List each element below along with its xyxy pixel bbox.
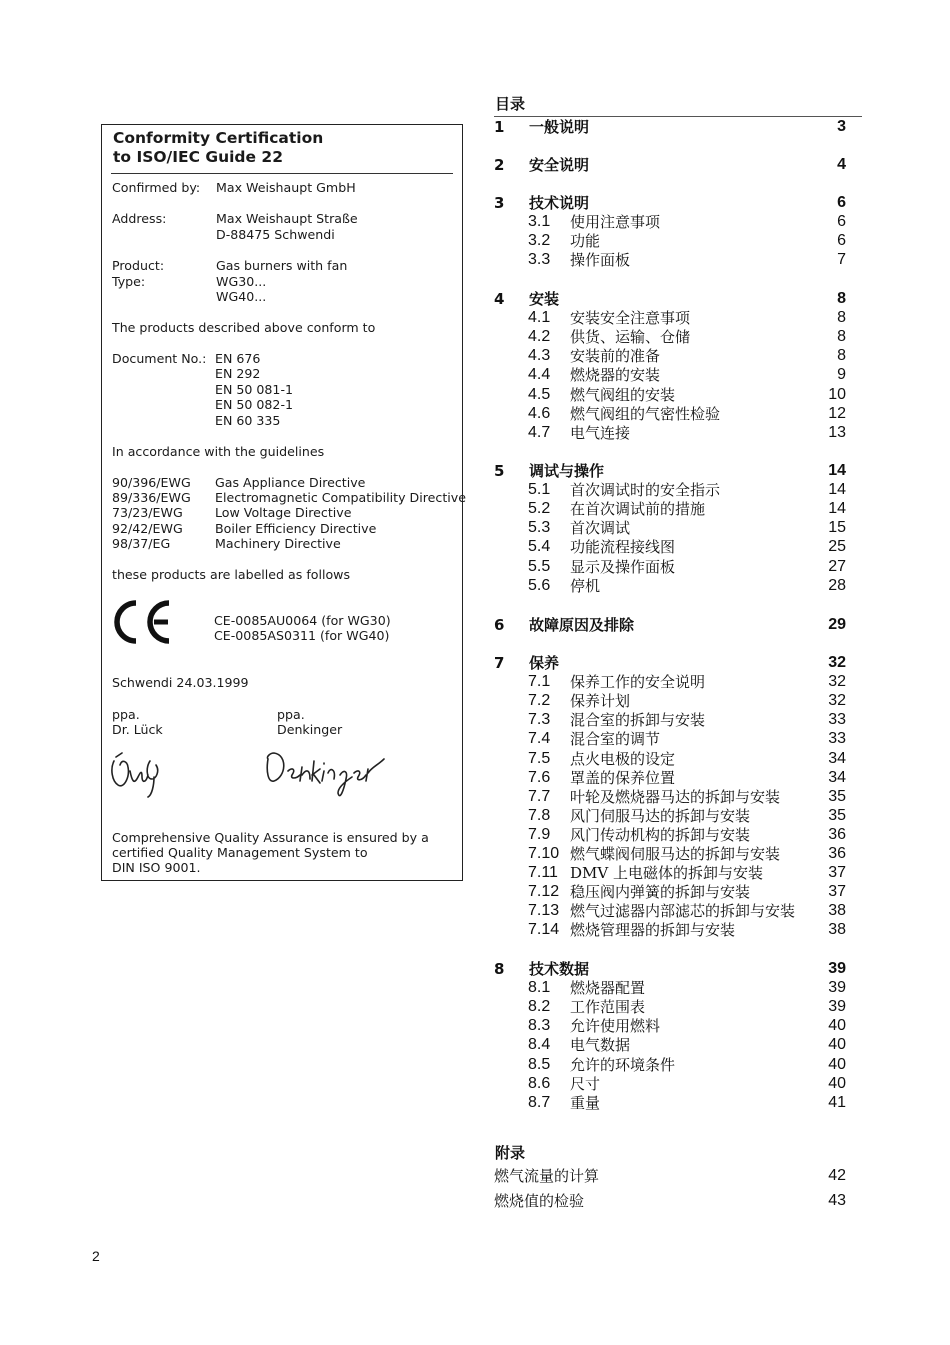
toc-section-row[interactable]: [494, 346, 846, 366]
toc-section-row[interactable]: [494, 787, 846, 807]
toc-entry-number: 4.3: [528, 347, 551, 365]
conformity-certificate: [101, 124, 466, 881]
toc-entry-page: 39: [828, 979, 846, 997]
toc-entry-title: 风门伺服马达的拆卸与安装: [570, 806, 751, 825]
toc-entry-title: 技术数据: [529, 960, 590, 978]
toc-entry-number: 7.5: [528, 749, 551, 767]
appendix-entry-title: 燃烧值的检验: [494, 1192, 585, 1210]
toc-chapter-row[interactable]: [494, 193, 846, 213]
toc-section-row[interactable]: [494, 710, 846, 730]
ce-code-wg30: CE-0085AU0064 (for WG30): [214, 613, 391, 628]
toc-chapter-row[interactable]: [494, 615, 846, 635]
toc-entry-page: 35: [828, 806, 846, 824]
directive-name: Low Voltage Directive: [215, 505, 352, 520]
toc-entry-title: 功能: [570, 232, 601, 251]
address-label: Address:: [112, 211, 167, 226]
toc-entry-title: 技术说明: [529, 194, 590, 212]
toc-entry-number: 5: [494, 462, 505, 480]
toc-heading: 目录: [495, 95, 526, 113]
toc-section-row[interactable]: [494, 518, 846, 538]
toc-entry-number: 8.1: [528, 979, 551, 997]
toc-entry-title: 停机: [570, 576, 601, 595]
product-label: Product:: [112, 258, 165, 273]
toc-entry-title: 尺寸: [570, 1074, 601, 1093]
address-line2: D-88475 Schwendi: [216, 227, 335, 242]
toc-entry-number: 5.3: [528, 519, 551, 537]
toc-entry-number: 7.3: [528, 711, 551, 729]
toc-entry-page: 28: [828, 576, 846, 594]
toc-section-row[interactable]: [494, 901, 846, 921]
toc-entry-title: 工作范围表: [570, 998, 646, 1017]
toc-entry-number: 7.12: [528, 883, 560, 901]
toc-entry-number: 7.8: [528, 806, 551, 824]
confirmed-by-value: Max Weishaupt GmbH: [216, 180, 356, 195]
document-number: EN 292: [215, 366, 261, 381]
toc-entry-title: 保养工作的安全说明: [570, 673, 706, 692]
signature-denkinger-icon: [262, 745, 392, 805]
toc-entry-number: 3.1: [528, 213, 551, 231]
toc-entry-number: 2: [494, 156, 505, 174]
toc-entry-number: 4: [494, 290, 505, 308]
toc-entry-title: 燃气阀组的安装: [570, 385, 676, 404]
toc-section-row[interactable]: [494, 863, 846, 883]
appendix-heading: 附录: [495, 1144, 526, 1162]
directive-name: Boiler Efficiency Directive: [215, 521, 377, 536]
toc-section-row[interactable]: [494, 308, 846, 328]
toc-entry-page: 32: [828, 692, 846, 710]
toc-entry-page: 36: [828, 825, 846, 843]
toc-section-row[interactable]: [494, 978, 846, 998]
signature-luck-icon: [108, 747, 168, 803]
toc-chapter-row[interactable]: [494, 959, 846, 979]
directive-name: Gas Appliance Directive: [215, 475, 366, 490]
toc-entry-page: 41: [828, 1093, 846, 1111]
toc-entry-number: 4.6: [528, 404, 551, 422]
toc-entry-title: 混合室的调节: [570, 730, 661, 749]
toc-entry-page: 34: [828, 749, 846, 767]
toc-entry-title: 重量: [570, 1093, 601, 1112]
directive-code: 89/336/EWG: [112, 490, 191, 505]
appendix-entry-title: 燃气流量的计算: [494, 1167, 600, 1185]
directive-name: Machinery Directive: [215, 536, 341, 551]
toc-entry-title: 一般说明: [529, 118, 590, 136]
quality-line1: Comprehensive Quality Assurance is ensured by a: [112, 830, 429, 845]
toc-entry-title: 保养: [529, 654, 560, 672]
document-label: Document No.:: [112, 351, 207, 366]
toc-entry-number: 7.11: [528, 864, 558, 882]
toc-entry-number: 4.5: [528, 385, 551, 403]
toc-section-row[interactable]: [494, 806, 846, 826]
directive-name: Electromagnetic Compatibility Directive: [215, 490, 466, 505]
document-number: EN 676: [215, 351, 261, 366]
toc-entry-number: 7.4: [528, 730, 551, 748]
product-value: Gas burners with fan: [216, 258, 348, 273]
toc-section-row[interactable]: [494, 672, 846, 692]
toc-entry-title: 燃气蝶阀伺服马达的拆卸与安装: [570, 845, 781, 863]
toc-entry-number: 4.1: [528, 309, 551, 327]
toc-entry-number: 5.4: [528, 538, 551, 556]
toc-entry-title: 功能流程接线图: [570, 538, 676, 557]
signer2-name: Denkinger: [277, 722, 343, 737]
toc-entry-number: 8.6: [528, 1074, 551, 1092]
toc-entry-page: 4: [837, 156, 846, 173]
quality-line3: DIN ISO 9001.: [112, 860, 201, 875]
ce-code-wg40: CE-0085AS0311 (for WG40): [214, 628, 390, 643]
toc-section-row[interactable]: [494, 825, 846, 845]
toc-entry-title: 燃烧管理器的拆卸与安装: [570, 921, 736, 940]
toc-chapter-row[interactable]: [494, 155, 846, 175]
toc-entry-number: 7.7: [528, 787, 551, 805]
toc-section-row[interactable]: [494, 768, 846, 788]
directive-code: 90/396/EWG: [112, 475, 191, 490]
toc-entry-title: 安装前的准备: [570, 347, 661, 366]
toc-entry-page: 9: [837, 366, 846, 384]
toc-section-row[interactable]: [494, 1074, 846, 1094]
toc-entry-page: 34: [828, 768, 846, 786]
toc-chapter-row[interactable]: [494, 461, 846, 481]
toc-entry-page: 39: [828, 998, 846, 1016]
certificate-divider: [111, 173, 453, 174]
toc-entry-page: 32: [828, 654, 846, 671]
toc-entry-number: 7.6: [528, 768, 551, 786]
toc-entry-page: 7: [837, 251, 846, 269]
labelled-text: these products are labelled as follows: [112, 567, 351, 582]
page-number: 2: [92, 1248, 100, 1264]
toc-entry-number: 8.4: [528, 1036, 551, 1054]
toc-entry-title: 使用注意事项: [570, 213, 661, 232]
toc-entry-number: 7.9: [528, 825, 551, 843]
toc-entry-number: 1: [494, 118, 505, 136]
toc-entry-page: 38: [828, 902, 846, 920]
toc-section-row[interactable]: [494, 920, 846, 940]
toc-entry-number: 8.3: [528, 1017, 551, 1035]
toc-entry-title: 保养计划: [570, 692, 631, 711]
toc-entry-page: 38: [828, 921, 846, 939]
toc-entry-number: 8.2: [528, 998, 551, 1016]
toc-entry-page: 8: [837, 328, 846, 346]
toc-entry-number: 8: [494, 960, 505, 978]
toc-entry-page: 27: [828, 557, 846, 575]
toc-entry-number: 3: [494, 194, 505, 212]
toc-section-row[interactable]: [494, 1093, 846, 1113]
toc-entry-page: 13: [828, 423, 846, 441]
ce-mark-icon: [109, 599, 175, 645]
toc-entry-number: 5.1: [528, 481, 551, 499]
directive-code: 92/42/EWG: [112, 521, 183, 536]
toc-entry-title: 燃烧器的安装: [570, 366, 661, 385]
signer2-ppa: ppa.: [277, 707, 305, 722]
toc-entry-page: 40: [828, 1017, 846, 1035]
toc-entry-page: 10: [828, 385, 846, 403]
guidelines-text: In accordance with the guidelines: [112, 444, 325, 459]
toc-entry-page: 35: [828, 787, 846, 805]
toc-entry-number: 5.5: [528, 557, 551, 575]
toc-chapter-row[interactable]: [494, 653, 846, 673]
toc-entry-page: 33: [828, 730, 846, 748]
confirmed-by-label: Confirmed by:: [112, 180, 201, 195]
toc-entry-number: 5.2: [528, 500, 551, 518]
type-line1: WG30...: [216, 274, 267, 289]
toc-entry-page: 40: [828, 1036, 846, 1054]
place-date: Schwendi 24.03.1999: [112, 675, 249, 690]
toc-section-row[interactable]: [494, 404, 846, 424]
toc-entry-page: 6: [837, 194, 846, 211]
toc-entry-number: 4.7: [528, 423, 551, 441]
toc-entry-page: 32: [828, 673, 846, 691]
toc-entry-page: 14: [828, 481, 846, 499]
appendix-entry-page: 42: [828, 1167, 846, 1184]
toc-entry-title: 在首次调试前的措施: [570, 500, 706, 519]
conform-text: The products described above conform to: [112, 320, 376, 335]
toc-section-row[interactable]: [494, 480, 846, 500]
toc-section-row[interactable]: [494, 882, 846, 902]
type-line2: WG40...: [216, 289, 267, 304]
toc-entry-page: 8: [837, 309, 846, 327]
toc-section-row[interactable]: [494, 327, 846, 347]
toc-section-row[interactable]: [494, 1035, 846, 1055]
toc-entry-title: 电气连接: [570, 423, 631, 442]
toc-entry-title: 点火电极的设定: [570, 749, 676, 768]
toc-section-row[interactable]: [494, 1055, 846, 1075]
toc-entry-page: 6: [837, 213, 846, 231]
toc-entry-number: 4.2: [528, 328, 551, 346]
toc-entry-number: 8.7: [528, 1093, 551, 1111]
toc-entry-number: 3.3: [528, 251, 551, 269]
toc-entry-title: 首次调试: [570, 519, 631, 538]
toc-entry-page: 33: [828, 711, 846, 729]
toc-entry-page: 37: [828, 883, 846, 901]
appendix-entry-page: 43: [828, 1192, 846, 1209]
toc-entry-title: 安装: [529, 290, 560, 308]
toc-entry-page: 6: [837, 232, 846, 250]
toc-entry-title: 燃气阀组的气密性检验: [570, 404, 721, 423]
quality-line2: certified Quality Management System to: [112, 845, 368, 860]
toc-entry-number: 7.2: [528, 692, 551, 710]
toc-entry-title: 显示及操作面板: [570, 557, 676, 576]
certificate-title: [113, 129, 323, 167]
toc-entry-page: 37: [828, 864, 846, 882]
toc-entry-page: 8: [837, 347, 846, 365]
toc-entry-title: 风门传动机构的拆卸与安装: [570, 825, 751, 844]
toc-entry-page: 40: [828, 1055, 846, 1073]
certificate-title-line1: Conformity Certification: [113, 129, 324, 147]
toc-section-row[interactable]: [494, 212, 846, 232]
toc-entry-title: 允许使用燃料: [570, 1017, 661, 1036]
toc-entry-title: 安装安全注意事项: [570, 309, 691, 328]
appendix-row[interactable]: [494, 1165, 846, 1187]
appendix-row[interactable]: [494, 1190, 846, 1212]
toc-entry-number: 7.1: [528, 673, 551, 691]
toc-entry-page: 39: [828, 960, 846, 977]
toc-entry-page: 36: [828, 845, 846, 862]
toc-entry-title: 故障原因及排除: [529, 616, 635, 634]
toc-entry-title: 首次调试时的安全指示: [570, 481, 721, 500]
toc-entry-page: 14: [828, 462, 846, 479]
toc-entry-number: 7.10: [528, 845, 560, 862]
directive-code: 98/37/EG: [112, 536, 171, 551]
toc-chapter-row[interactable]: [494, 289, 846, 309]
toc-section-row[interactable]: [494, 365, 846, 385]
signer1-name: Dr. Lück: [112, 722, 163, 737]
toc-entry-number: 8.5: [528, 1055, 551, 1073]
document-number: EN 50 082-1: [215, 397, 294, 412]
toc-entry-title: 允许的环境条件: [570, 1055, 676, 1074]
document-number: EN 60 335: [215, 413, 281, 428]
toc-entry-title: 燃气过滤器内部滤芯的拆卸与安装: [570, 902, 796, 921]
toc-entry-title: 调试与操作: [529, 462, 605, 480]
certificate-title-line2: to ISO/IEC Guide 22: [113, 148, 283, 166]
toc-section-row[interactable]: [494, 385, 846, 405]
toc-entry-number: 7.14: [528, 921, 560, 939]
toc-entry-number: 4.4: [528, 366, 551, 384]
toc-section-row[interactable]: [494, 557, 846, 577]
toc-entry-title: 叶轮及燃烧器马达的拆卸与安装: [570, 787, 781, 806]
toc-entry-page: 3: [837, 118, 846, 135]
directive-code: 73/23/EWG: [112, 505, 183, 520]
address-line1: Max Weishaupt Straße: [216, 211, 358, 226]
toc-section-row[interactable]: [494, 844, 846, 864]
toc-entry-page: 12: [828, 404, 846, 422]
toc-entry-number: 5.6: [528, 576, 551, 594]
toc-entry-number: 6: [494, 616, 505, 634]
toc-entry-title: 稳压阀内弹簧的拆卸与安装: [570, 883, 751, 902]
toc-section-row[interactable]: [494, 997, 846, 1017]
toc-entry-title: 操作面板: [570, 251, 631, 270]
toc-section-row[interactable]: [494, 250, 846, 270]
toc-entry-page: 14: [828, 500, 846, 518]
toc-entry-title: 电气数据: [570, 1036, 631, 1055]
toc-section-row[interactable]: [494, 423, 846, 443]
toc-entry-title: 混合室的拆卸与安装: [570, 711, 706, 730]
toc-entry-page: 25: [828, 538, 846, 556]
toc-entry-title: 燃烧器配置: [570, 979, 646, 998]
document-number: EN 50 081-1: [215, 382, 294, 397]
toc-entry-page: 29: [828, 616, 846, 633]
toc-entry-title: 供货、运输、仓储: [570, 328, 691, 347]
toc-section-row[interactable]: [494, 729, 846, 749]
toc-entry-page: 40: [828, 1074, 846, 1092]
toc-section-row[interactable]: [494, 499, 846, 519]
toc-entry-number: 7.13: [528, 902, 560, 920]
toc-entry-title: DMV 上电磁体的拆卸与安装: [570, 864, 763, 883]
toc-section-row[interactable]: [494, 1016, 846, 1036]
toc-entry-page: 8: [837, 290, 846, 307]
toc-entry-title: 罩盖的保养位置: [570, 768, 676, 787]
toc-section-row[interactable]: [494, 691, 846, 711]
toc-entry-title: 安全说明: [529, 156, 590, 174]
toc-entry-page: 15: [828, 519, 846, 537]
toc-chapter-row[interactable]: [494, 117, 846, 137]
toc-entry-number: 3.2: [528, 232, 551, 250]
type-label: Type:: [112, 274, 146, 289]
signer1-ppa: ppa.: [112, 707, 140, 722]
toc-section-row[interactable]: [494, 231, 846, 251]
toc-section-row[interactable]: [494, 576, 846, 596]
toc-entry-number: 7: [494, 654, 505, 672]
toc-section-row[interactable]: [494, 537, 846, 557]
toc-section-row[interactable]: [494, 749, 846, 769]
